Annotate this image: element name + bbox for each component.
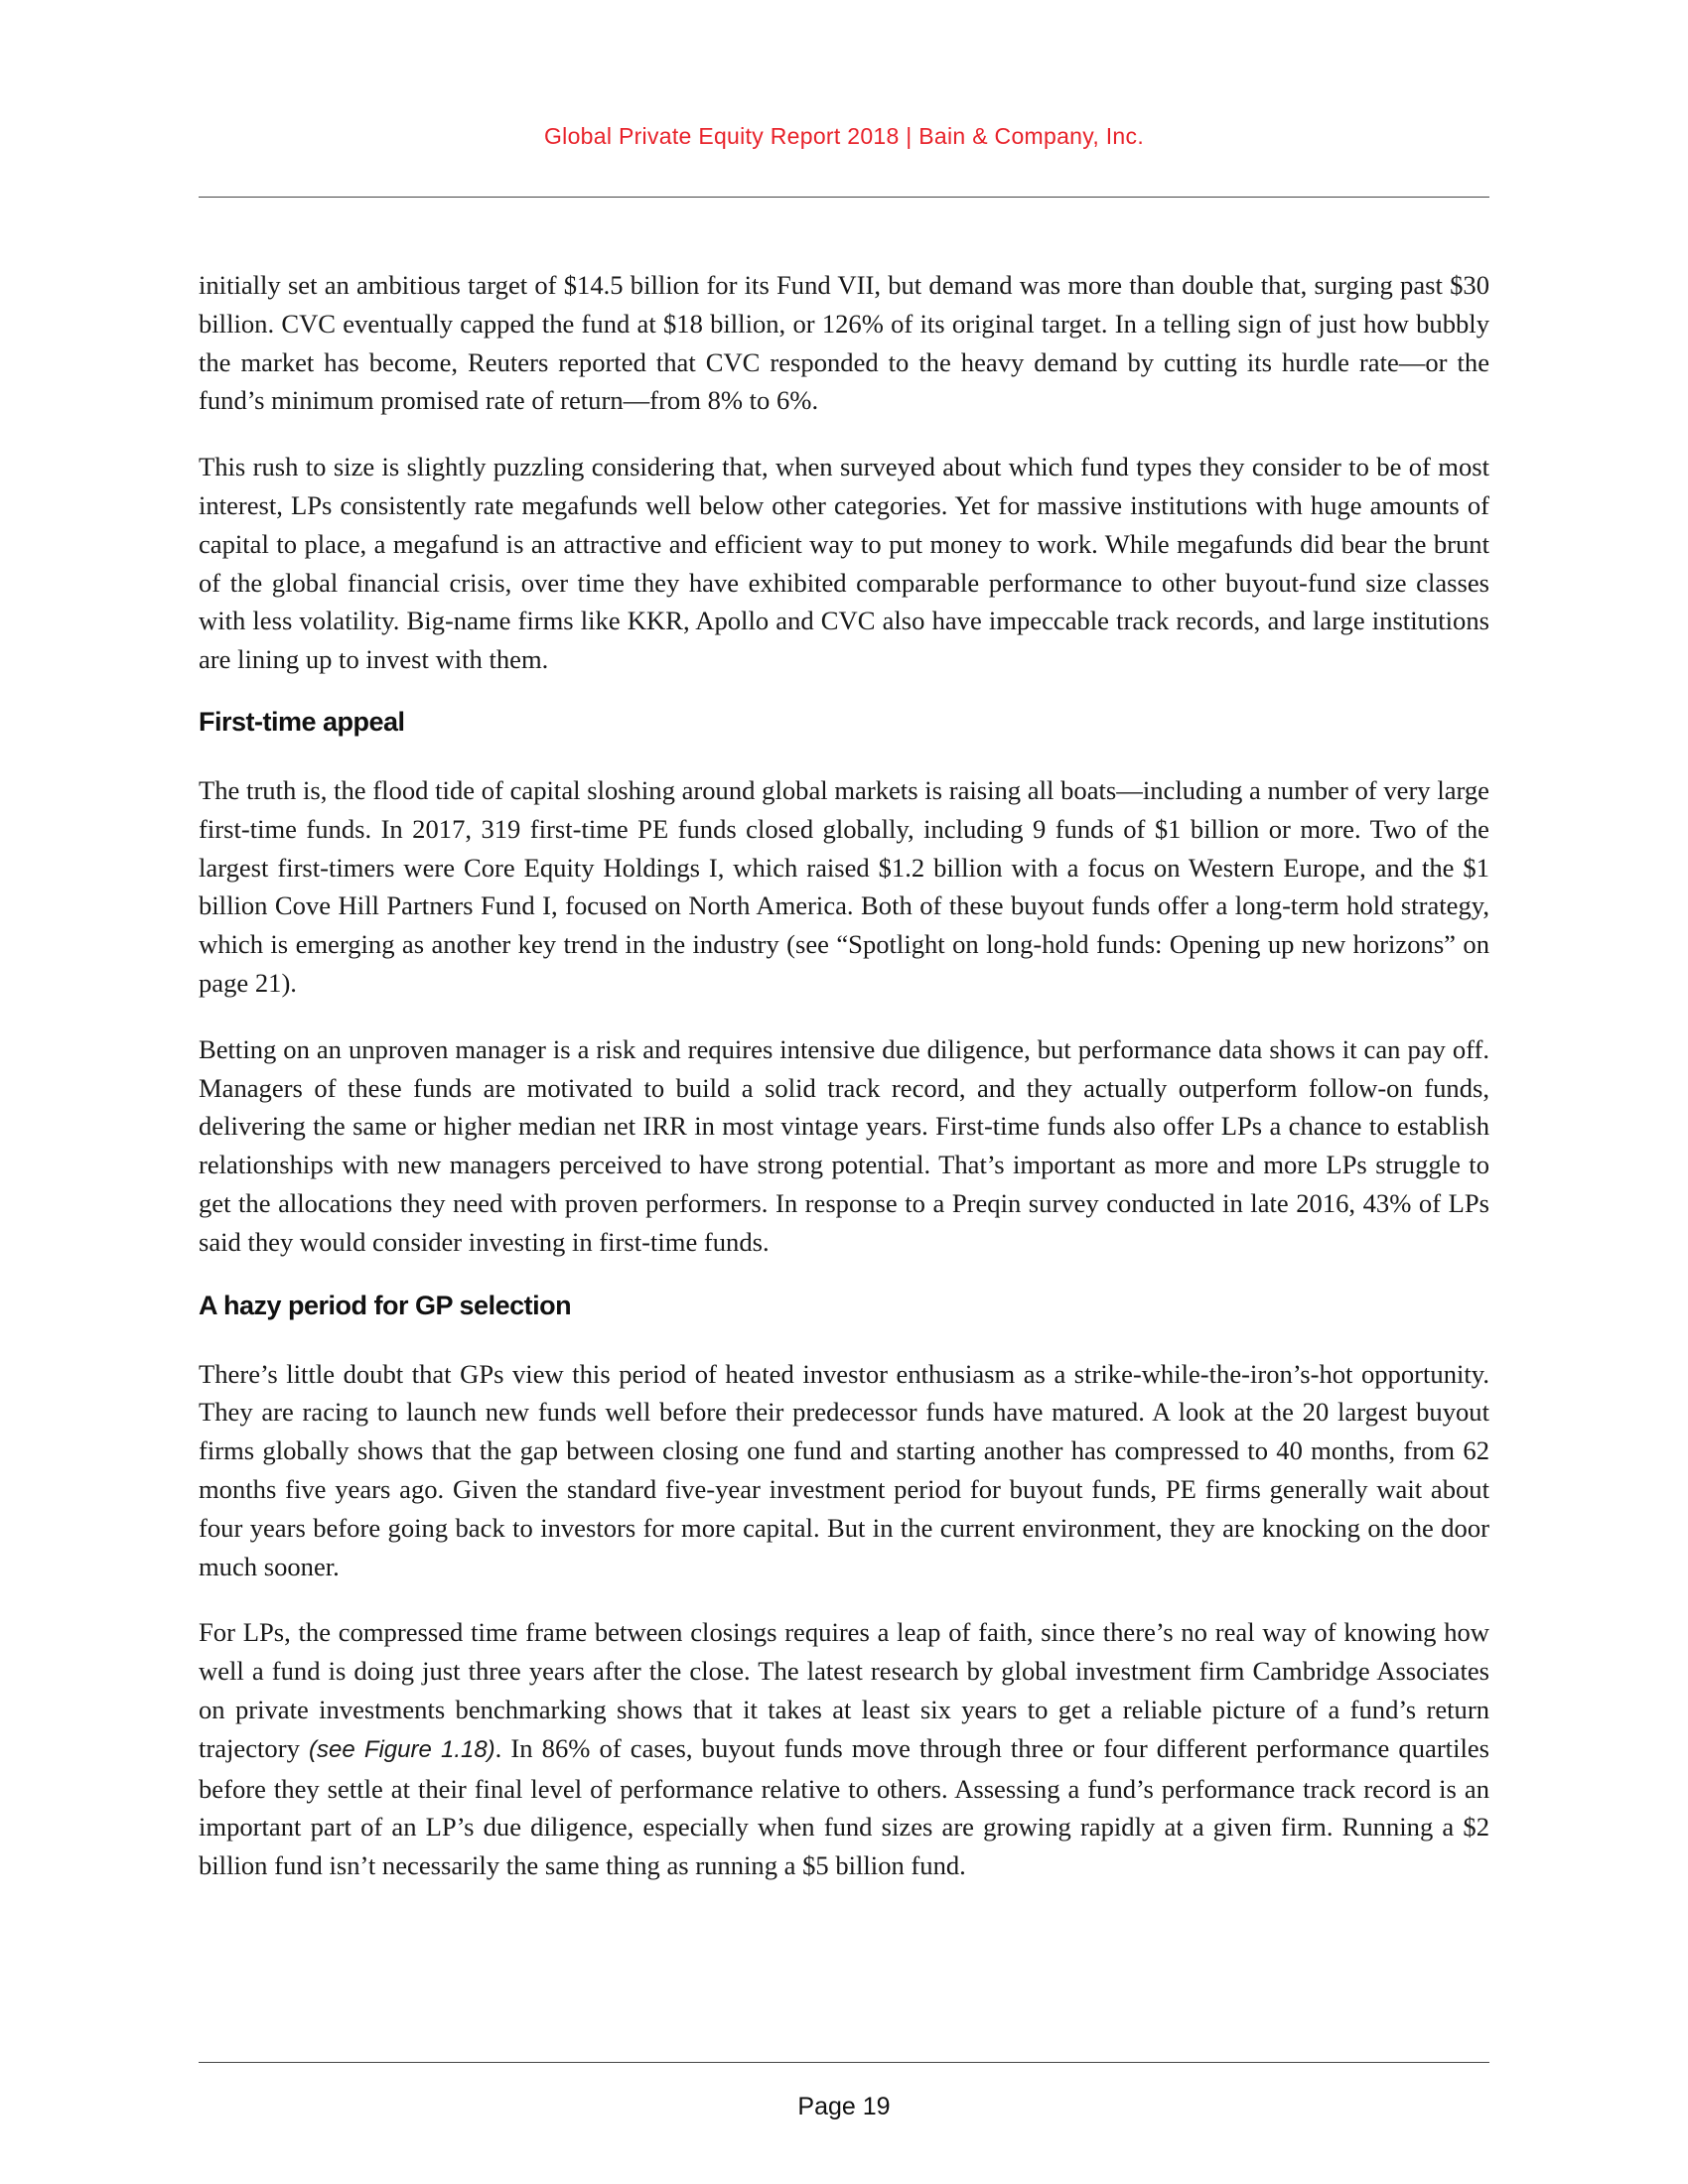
page-body xyxy=(199,266,1489,1913)
running-header: Global Private Equity Report 2018 | Bain & Company, Inc. xyxy=(543,123,1145,149)
section-heading-gp-selection: A hazy period for GP selection xyxy=(199,1290,572,1320)
page-number: Page 19 xyxy=(797,2093,891,2120)
figure-reference: (see Figure 1.18) xyxy=(309,1735,495,1763)
body-paragraph: initially set an ambitious target of $14.5 billion for its Fund VII, but demand was more than double that, surging past $30 billion. CVC eventually capped the fund at $18 billion, or 126% of its original target. In a telling sign of just how bubbly the market has become, Reuters reported that CVC responded to the heavy demand by cutting its hurdle rate—or the fund’s minimum promised rate of return—from 8% to 6%. xyxy=(199,270,1489,416)
footer-divider xyxy=(199,2062,1489,2063)
paragraph-text: . In 86% of cases, buyout funds move through three or four different performance quartiles before they settle at their final level of performance relative to others. Assessing a fund’s performance track record is an important part of an LP’s due diligence, especially when fund sizes are growing rapidly at a given firm. Running a $2 billion fund isn’t necessarily the same thing as running a $5 billion fund. xyxy=(199,1732,1489,1881)
section-heading-first-time-appeal: First-time appeal xyxy=(199,706,405,737)
body-paragraph: This rush to size is slightly puzzling considering that, when surveyed about which fund types they consider to be of most interest, LPs consistently rate megafunds well below other categories. Yet for massive institutions with huge amounts of capital to place, a megafund is an attractive and efficient way to put money to work. While megafunds did bear the brunt of the global financial crisis, over time they have exhibited comparable performance to other buyout-fund size classes with less volatility. Big-name firms like KKR, Apollo and CVC also have impeccable track records, and large institutions are lining up to invest with them. xyxy=(199,452,1489,675)
body-paragraph-figure-reference xyxy=(199,1613,1489,1885)
header-divider xyxy=(199,197,1489,198)
body-paragraph: There’s little doubt that GPs view this period of heated investor enthusiasm as a strike-while-the-iron’s-hot opportunity. They are racing to launch new funds well before their predecessor funds have matured. A look at the 20 largest buyout firms globally shows that the gap between closing one fund and starting another has compressed to 40 months, from 62 months five years ago. Given the standard five-year investment period for buyout funds, PE firms generally wait about four years before going back to investors for more capital. But in the current environment, they are knocking on the door much sooner. xyxy=(199,1358,1489,1581)
body-paragraph: The truth is, the flood tide of capital sloshing around global markets is raising all boats—including a number of very large first-time funds. In 2017, 319 first-time PE funds closed globally, including 9 funds of $1 billion or more. Two of the largest first-timers were Core Equity Holdings I, which raised $1.2 billion with a focus on Western Europe, and the $1 billion Cove Hill Partners Fund I, focused on North America. Both of these buyout funds offer a long-term hold strategy, which is emerging as another key trend in the industry (see “Spotlight on long-hold funds: Opening up new horizons” on page 21). xyxy=(199,774,1489,998)
body-paragraph: Betting on an unproven manager is a risk and requires intensive due diligence, but performance data shows it can pay off. Managers of these funds are motivated to build a solid track record, and they actually outperform follow-on funds, delivering the same or higher median net IRR in most vintage years. First-time funds also offer LPs a chance to establish relationships with new managers perceived to have strong potential. That’s important as more and more LPs struggle to get the allocations they need with proven performers. In response to a Preqin survey conducted in late 2016, 43% of LPs said they would consider investing in first-time funds. xyxy=(199,1033,1489,1257)
paragraph-text: For LPs, the compressed time frame between closings requires a leap of faith, since there’s no real way of knowing how well a fund is doing just three years after the close. The latest research by global investment firm Cambridge Associates on private investments benchmarking shows that it takes at least six years to get a reliable picture of a fund’s return trajectory xyxy=(199,1617,1489,1763)
